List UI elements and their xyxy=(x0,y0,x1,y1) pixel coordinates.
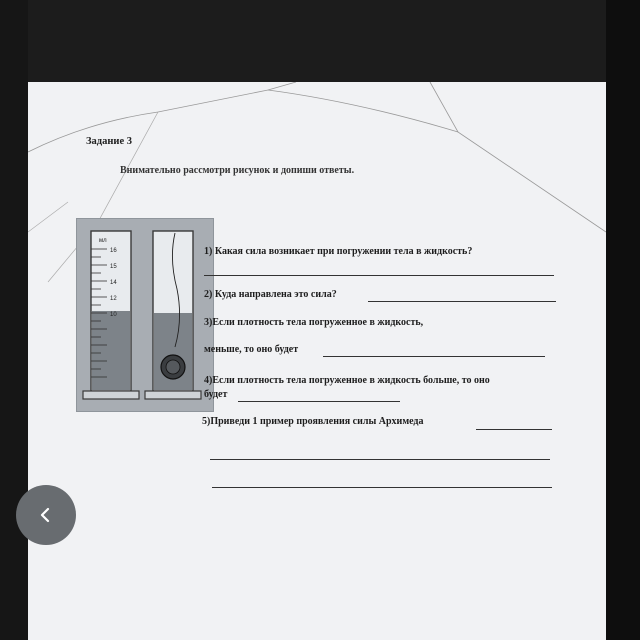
question-1-text: 1) Какая сила возникает при погружении тела в жидкость? xyxy=(204,246,473,257)
device-bezel-top xyxy=(0,0,640,82)
question-3-continuation: меньше, то оно будет xyxy=(204,344,299,355)
back-button[interactable] xyxy=(16,485,76,545)
scale-label: 16 xyxy=(110,248,117,254)
right-cylinder xyxy=(145,231,201,399)
answer-line-2[interactable] xyxy=(368,301,556,302)
question-5-text: 5)Приведи 1 пример проявления силы Архимеда xyxy=(202,416,424,427)
answer-line-5[interactable] xyxy=(476,429,552,430)
task-title: Задание 3 xyxy=(86,136,132,147)
question-4-text: 4)Если плотность тела погруженное в жидкость больше, то оно xyxy=(204,375,490,386)
task-instruction: Внимательно рассмотри рисунок и допиши ответы. xyxy=(120,165,355,176)
question-3-text: 3)Если плотность тела погруженное в жидкость, xyxy=(204,317,424,328)
unit-label: мл xyxy=(99,238,107,244)
scale-label: 12 xyxy=(110,296,117,302)
device-bezel-right xyxy=(606,0,640,640)
scale-label: 14 xyxy=(110,280,117,286)
device-bezel-left xyxy=(0,0,28,640)
answer-line-3[interactable] xyxy=(323,356,545,357)
question-4-continuation: будет xyxy=(204,389,228,400)
answer-line-5c[interactable] xyxy=(212,487,552,488)
answer-line-1[interactable] xyxy=(204,275,554,276)
worksheet-page xyxy=(28,82,606,640)
answer-line-4[interactable] xyxy=(238,401,400,402)
chevron-left-icon xyxy=(37,506,55,524)
scale-label: 10 xyxy=(110,312,117,318)
answer-line-5b[interactable] xyxy=(210,459,550,460)
scale-label: 15 xyxy=(110,264,117,270)
left-cylinder xyxy=(83,231,139,399)
question-2-text: 2) Куда направлена это сила? xyxy=(204,289,337,300)
measuring-cylinders-figure xyxy=(76,218,214,412)
